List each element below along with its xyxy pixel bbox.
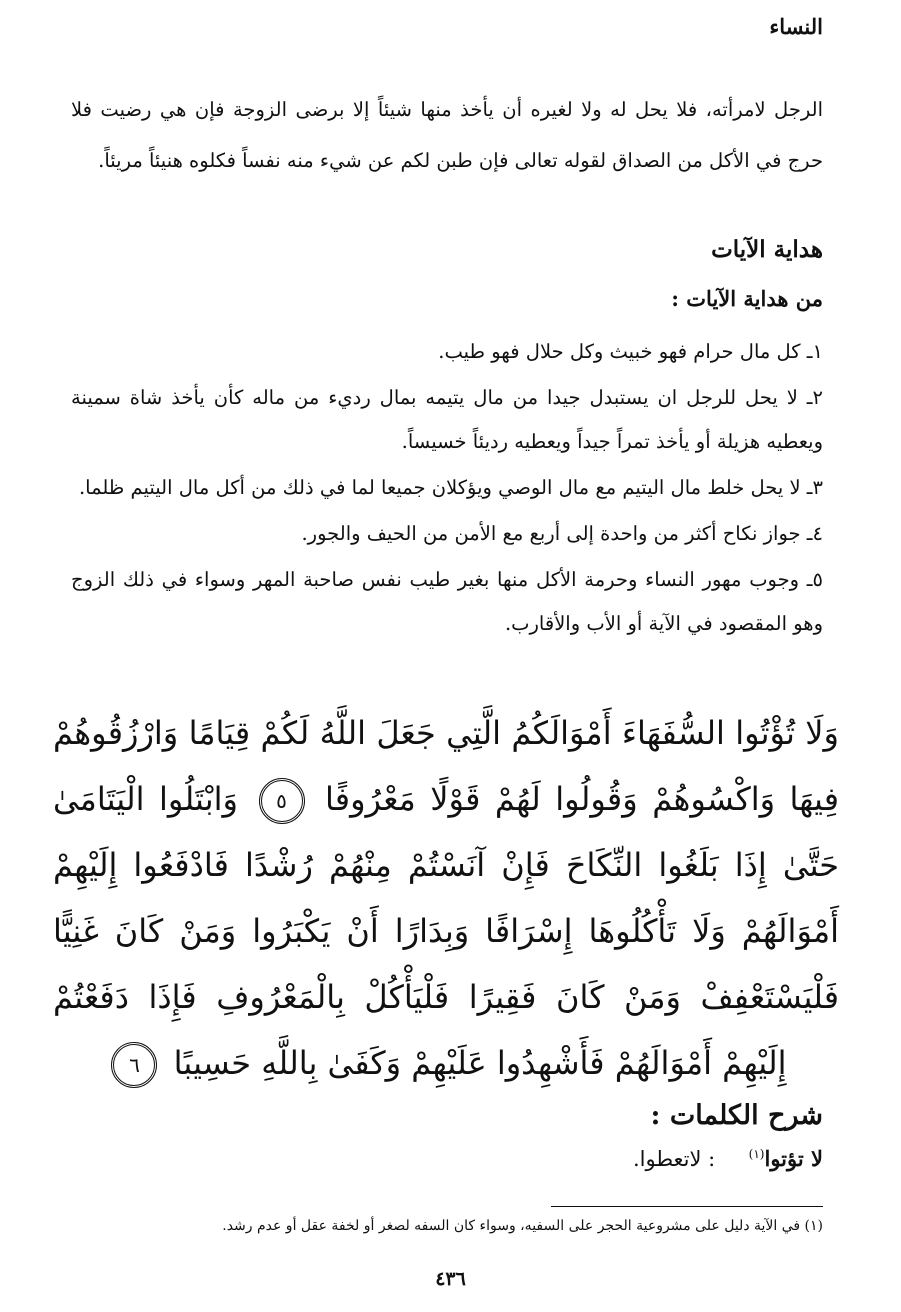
guidance-heading: هداية الآيات	[711, 236, 823, 263]
guidance-item-5: ٥ـ وجوب مهور النساء وحرمة الأكل منها بغير طيب نفس صاحبة المهر وسواء في ذلك الزوج وهو المقصود في الآية أو الأب والأقارب.	[71, 568, 823, 635]
guidance-item-4: ٤ـ جواز نكاح أكثر من واحدة إلى أربع مع الأمن من الحيف والجور.	[301, 522, 823, 545]
word-term: لا تؤتوا	[764, 1146, 823, 1171]
guidance-list	[71, 330, 823, 648]
ayah-number-marker: ٥	[259, 778, 305, 824]
verse-text-part-1: وَلَا تُؤْتُوا السُّفَهَاءَ أَمْوَالَكُمُ الَّتِي جَعَلَ اللَّهُ لَكُمْ قِيَامًا وَارْزُقُوهُمْ فِيهَا وَاكْسُوهُمْ وَقُولُوا لَهُمْ قَوْلًا مَعْرُوفًا	[53, 714, 840, 818]
intro-paragraph: الرجل لامرأته، فلا يحل له ولا لغيره أن يأخذ منها شيئاً إلا برضى الزوجة فإن هي رضيت فلا حرج في الأكل من الصداق لقوله تعالى فإن طبن لكم عن شيء منه نفساً فكلوه هنيئاً مريئاً.	[71, 98, 823, 172]
footnote-divider	[551, 1206, 823, 1207]
guidance-item-3: ٣ـ لا يحل خلط مال اليتيم مع مال الوصي ويؤكلان جميعا لما في ذلك من أكل مال اليتيم ظلما.	[78, 476, 823, 499]
ayah-number-marker: ٦	[111, 1042, 157, 1088]
guidance-subheading: من هداية الآيات :	[671, 286, 823, 311]
word-definition: : لاتعطوا.	[632, 1147, 716, 1171]
footnote-text: (١) في الآية دليل على مشروعية الحجر على السفيه، وسواء كان السفه لصغر أو لخفة عقل أو عدم رشد.	[222, 1218, 823, 1234]
quran-verse-block	[53, 700, 839, 1096]
page-number: ٤٣٦	[435, 1268, 466, 1290]
word-definition-entry	[633, 1146, 823, 1171]
guidance-item-1: ١ـ كل مال حرام فهو خبيث وكل حلال فهو طيب.	[438, 340, 823, 363]
verse-text-part-2: وَابْتَلُوا الْيَتَامَىٰ حَتَّىٰ إِذَا بَلَغُوا النِّكَاحَ فَإِنْ آنَسْتُمْ مِنْهُمْ رُشْدًا فَادْفَعُوا إِلَيْهِمْ أَمْوَالَهُمْ وَلَا تَأْكُلُوهَا إِسْرَافًا وَبِدَارًا أَنْ يَكْبَرُوا وَمَنْ كَانَ غَنِيًّا فَلْيَسْتَعْفِفْ وَمَنْ كَانَ فَقِيرًا فَلْيَأْكُلْ بِالْمَعْرُوفِ فَإِذَا دَفَعْتُمْ إِلَيْهِمْ أَمْوَالَهُمْ فَأَشْهِدُوا عَلَيْهِمْ وَكَفَىٰ بِاللَّهِ حَسِيبًا	[53, 780, 839, 1082]
word-explanation-heading: شرح الكلمات :	[650, 1100, 823, 1131]
footnote-reference: (١)	[748, 1147, 765, 1161]
page-header-title: النساء	[769, 14, 823, 39]
guidance-item-2: ٢ـ لا يحل للرجل ان يستبدل جيدا من مال يتيمه بمال رديء من ماله كأن يأخذ شاة سمينة ويعطيه هزيلة أو يأخذ تمراً جيداً ويعطيه رديئاً خسيساً.	[71, 386, 823, 453]
